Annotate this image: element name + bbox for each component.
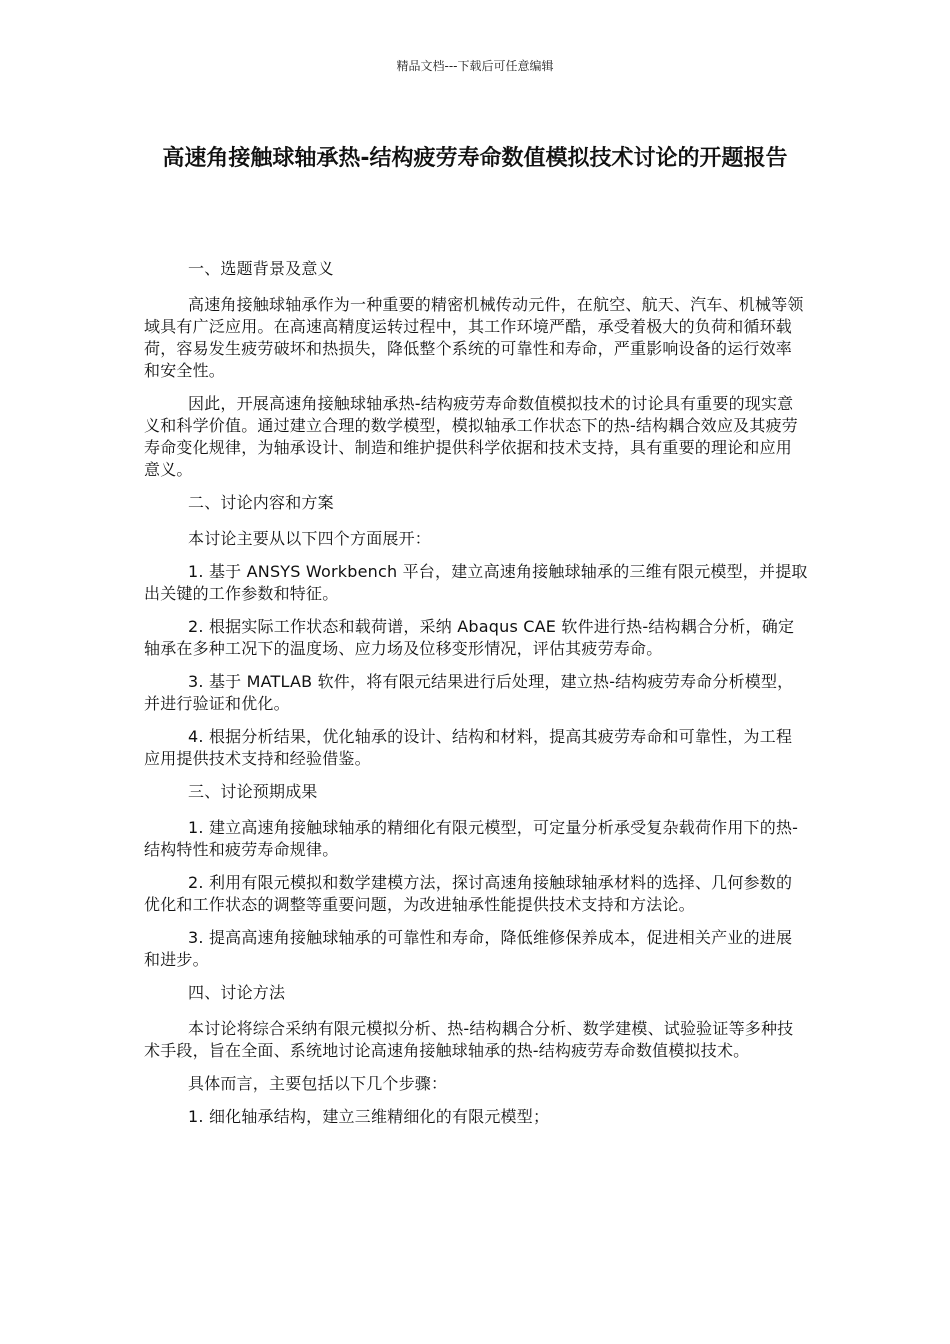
- content-intro: 本讨论主要从以下四个方面展开：: [188, 529, 432, 548]
- content-item-4: 4. 根据分析结果，优化轴承的设计、结构和材料，提高其疲劳寿命和可靠性，为工程应用提供技术支持和经验借鉴。: [144, 727, 793, 768]
- header-note: 精品文档---下载后可任意编辑: [396, 59, 554, 73]
- outcome-item-3: 3. 提高高速角接触球轴承的可靠性和寿命，降低维修保养成本，促进相关产业的进展和进步。: [144, 928, 793, 969]
- methods-paragraph-1: 本讨论将综合采纳有限元模拟分析、热-结构耦合分析、数学建模、试验验证等多种技术手段，旨在全面、系统地讨论高速角接触球轴承的热-结构疲劳寿命数值模拟技术。: [144, 1019, 794, 1060]
- section-heading-outcomes: 三、讨论预期成果: [188, 782, 318, 801]
- section-heading-background: 一、选题背景及意义: [188, 259, 334, 278]
- document-title: 高速角接触球轴承热-结构疲劳寿命数值模拟技术讨论的开题报告: [162, 146, 788, 171]
- section-heading-methods: 四、讨论方法: [188, 983, 286, 1002]
- background-paragraph-1: 高速角接触球轴承作为一种重要的精密机械传动元件，在航空、航天、汽车、机械等领域具有广泛应用。在高速高精度运转过程中，其工作环境严酷，承受着极大的负荷和循环载荷，容易发生疲劳破坏和热损失，降低整个系统的可靠性和寿命，严重影响设备的运行效率和安全性。: [144, 295, 804, 380]
- document-body: [144, 258, 808, 1139]
- methods-paragraph-2: 具体而言，主要包括以下几个步骤：: [188, 1074, 448, 1093]
- section-heading-content: 二、讨论内容和方案: [188, 493, 334, 512]
- content-item-2: 2. 根据实际工作状态和载荷谱，采纳 Abaqus CAE 软件进行热-结构耦合分析，确定轴承在多种工况下的温度场、应力场及位移变形情况，评估其疲劳寿命。: [144, 617, 795, 658]
- outcome-item-2: 2. 利用有限元模拟和数学建模方法，探讨高速角接触球轴承材料的选择、几何参数的优化和工作状态的调整等重要问题，为改进轴承性能提供技术支持和方法论。: [144, 873, 793, 914]
- outcome-item-1: 1. 建立高速角接触球轴承的精细化有限元模型，可定量分析承受复杂载荷作用下的热-结构特性和疲劳寿命规律。: [144, 818, 799, 859]
- background-paragraph-2: 因此，开展高速角接触球轴承热-结构疲劳寿命数值模拟技术的讨论具有重要的现实意义和科学价值。通过建立合理的数学模型，模拟轴承工作状态下的热-结构耦合效应及其疲劳寿命变化规律，为轴承设计、制造和维护提供科学依据和技术支持，具有重要的理论和应用意义。: [144, 394, 798, 479]
- methods-step-1: 1. 细化轴承结构，建立三维精细化的有限元模型；: [188, 1107, 550, 1126]
- content-item-3: 3. 基于 MATLAB 软件，将有限元结果进行后处理，建立热-结构疲劳寿命分析模型，并进行验证和优化。: [144, 672, 794, 713]
- content-item-1: 1. 基于 ANSYS Workbench 平台，建立高速角接触球轴承的三维有限元模型，并提取出关键的工作参数和特征。: [144, 562, 808, 603]
